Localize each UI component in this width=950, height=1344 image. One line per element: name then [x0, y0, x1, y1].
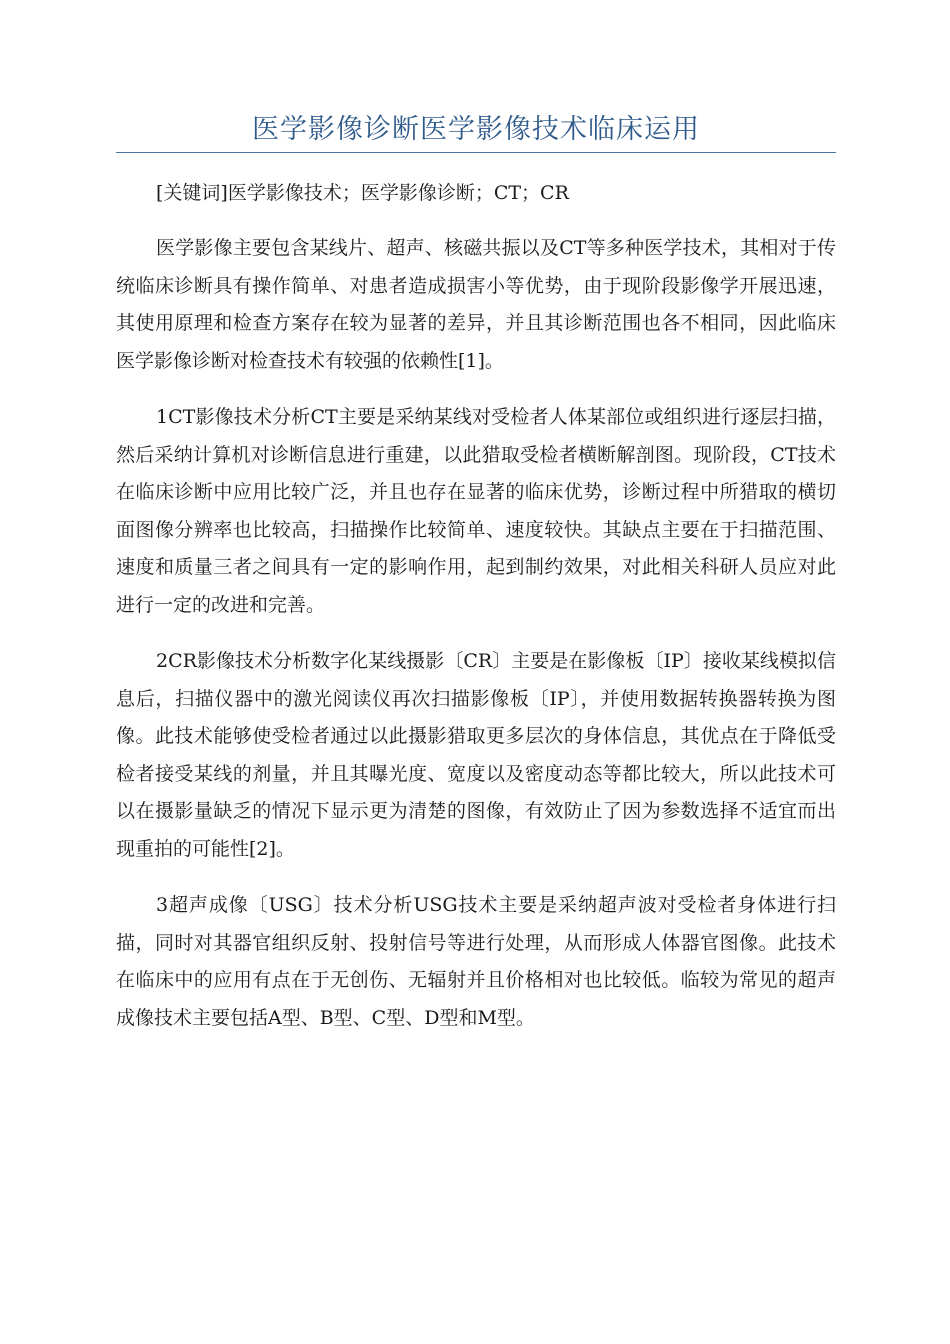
paragraph-cr: 2CR影像技术分析数字化某线摄影〔CR〕主要是在影像板〔IP〕接收某线模拟信息后，扫描仪器中的激光阅读仪再次扫描影像板〔IP〕，并使用数据转换器转换为图像。此技术能够使受检者通过以此摄影猎取更多层次的身体信息，其优点在于降低受检者接受某线的剂量，并且其曝光度、宽度以及密度动态等都比较大，所以此技术可以在摄影量缺乏的情况下显示更为清楚的图像，有效防止了因为参数选择不适宜而出现重拍的可能性[2]。 — [116, 650, 836, 860]
paragraph-usg: 3超声成像〔USG〕技术分析USG技术主要是采纳超声波对受检者身体进行扫描，同时对其器官组织反射、投射信号等进行处理，从而形成人体器官图像。此技术在临床中的应用有点在于无创伤、无辐射并且价格相对也比较低。临较为常见的超声成像技术主要包括A型、B型、C型、D型和M型。 — [116, 894, 836, 1029]
title-underline — [116, 152, 836, 153]
paragraph-intro: 医学影像主要包含某线片、超声、核磁共振以及CT等多种医学技术，其相对于传统临床诊断具有操作简单、对患者造成损害小等优势，由于现阶段影像学开展迅速，其使用原理和检查方案存在较为显著的差异，并且其诊断范围也各不相同，因此临床医学影像诊断对检查技术有较强的依赖性[1]。 — [116, 237, 836, 372]
paragraph-ct: 1CT影像技术分析CT主要是采纳某线对受检者人体某部位或组织进行逐层扫描，然后采纳计算机对诊断信息进行重建，以此猎取受检者横断解剖图。现阶段，CT技术在临床诊断中应用比较广泛，并且也存在显著的临床优势，诊断过程中所猎取的横切面图像分辨率也比较高，扫描操作比较简单、速度较快。其缺点主要在于扫描范围、速度和质量三者之间具有一定的影响作用，起到制约效果，对此相关科研人员应对此进行一定的改进和完善。 — [116, 406, 836, 616]
document-title: 医学影像诊断医学影像技术临床运用 — [252, 114, 700, 145]
document-page — [116, 108, 836, 1056]
keywords-line: [关键词]医学影像技术；医学影像诊断；CT；CR — [156, 182, 569, 204]
